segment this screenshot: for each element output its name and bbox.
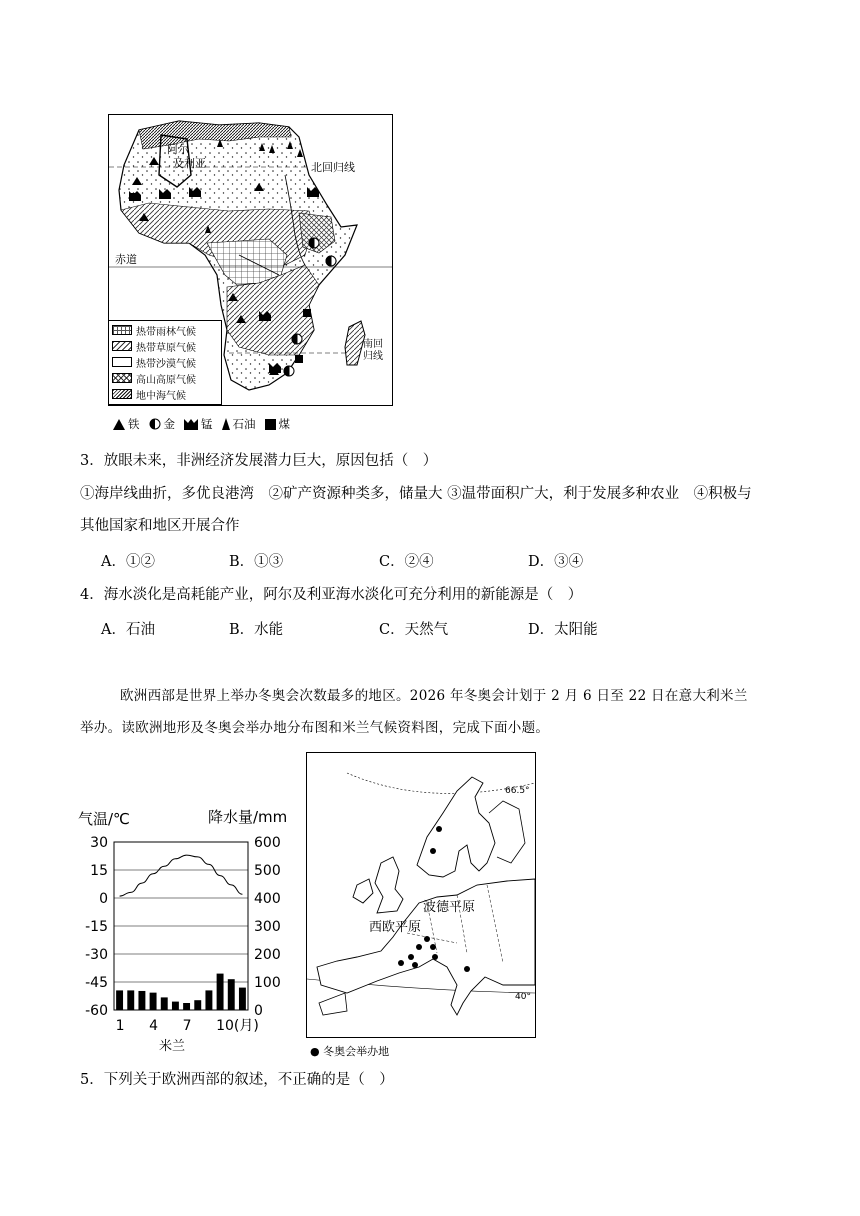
chart-title: 米兰 xyxy=(158,1039,186,1054)
europe-map xyxy=(306,752,536,1038)
label-polish-plain: 波德平原 xyxy=(423,900,476,915)
chart-temp-tick: 30 xyxy=(90,835,108,851)
q5-stem: 5．下列关于欧洲西部的叙述，不正确的是（ ） xyxy=(80,1072,394,1088)
q3-option-a[interactable]: A．①② xyxy=(101,554,155,570)
precip-bar xyxy=(194,1000,201,1010)
host-dot xyxy=(432,954,438,960)
legend-coal: 煤 xyxy=(265,416,291,432)
iron-triangle-icon xyxy=(113,419,125,430)
host-dot xyxy=(430,944,436,950)
british-isles xyxy=(375,857,403,913)
chart-precip-tick: 500 xyxy=(254,863,281,879)
precip-bar xyxy=(217,974,224,1010)
host-dot xyxy=(412,962,418,968)
q3-option-d[interactable]: D．③④ xyxy=(528,554,584,570)
intro-line2: 举办。读欧洲地形及冬奥会举办地分布图和米兰气候资料图，完成下面小题。 xyxy=(80,720,550,736)
chart-precip-tick: 100 xyxy=(254,975,281,991)
precip-bar xyxy=(116,990,123,1010)
precip-bar xyxy=(161,997,168,1010)
scandinavia xyxy=(417,777,495,877)
chart-temp-tick: -30 xyxy=(85,947,108,963)
chart-right-ticks xyxy=(254,835,281,1019)
chart-temp-tick: -45 xyxy=(85,975,108,991)
chart-x-tick: 7 xyxy=(182,1018,192,1034)
chart-precip-tick: 300 xyxy=(254,919,281,935)
ireland xyxy=(353,879,373,903)
host-dot xyxy=(398,960,404,966)
oil-icon xyxy=(222,418,230,430)
chart-x-tick: 4 xyxy=(149,1018,159,1034)
label-west-plain: 西欧平原 xyxy=(369,920,422,935)
legend-rainforest: 热带雨林气候 xyxy=(112,323,196,337)
chart-precip-tick: 400 xyxy=(254,891,281,907)
milan-climate-chart xyxy=(72,800,302,1055)
chart-temperature-line xyxy=(120,855,243,896)
host-dot xyxy=(464,966,470,972)
legend-gold: 金 xyxy=(149,416,176,432)
chart-temp-tick: 15 xyxy=(90,863,108,879)
q3-stem: 3．放眼未来，非洲经济发展潜力巨大，原因包括（ ） xyxy=(80,453,438,469)
climate-legend xyxy=(108,320,222,405)
chart-left-ticks xyxy=(85,835,108,1019)
precip-bar xyxy=(138,991,145,1010)
intro-line1: 欧洲西部是世界上举办冬奥会次数最多的地区。2026 年冬奥会计划于 2 月 6 日至 22 日在意大利米兰 xyxy=(120,688,748,704)
label-tropic-capricorn-1: 南回 xyxy=(363,339,383,350)
label-algeria-2: 及利亚 xyxy=(173,157,206,170)
chart-temp-tick: -60 xyxy=(85,1003,108,1019)
chart-temp-tick: 0 xyxy=(99,891,108,907)
coal-mark xyxy=(295,355,303,363)
chart-temp-tick: -15 xyxy=(85,919,108,935)
chart-x-tick: 10(月) xyxy=(216,1018,259,1034)
precip-bar xyxy=(183,1003,190,1010)
label-equator: 赤道 xyxy=(115,253,137,266)
coal-square-icon xyxy=(265,419,276,430)
legend-iron: 铁 xyxy=(113,416,140,432)
legend-savanna: 热带草原气候 xyxy=(112,339,196,353)
label-lat-665: 66.5° xyxy=(505,786,530,796)
q4-stem: 4．海水淡化是高耗能产业，阿尔及利亚海水淡化可充分利用的新能源是（ ） xyxy=(80,587,583,603)
europe-map-caption: ● 冬奥会举办地 xyxy=(310,1045,390,1058)
legend-highland: 高山高原气候 xyxy=(112,371,196,385)
q4-option-c[interactable]: C．天然气 xyxy=(379,622,449,638)
chart-precip-tick: 200 xyxy=(254,947,281,963)
europe-map-svg xyxy=(307,753,535,1037)
precip-bar xyxy=(150,993,157,1010)
q4-option-d[interactable]: D．太阳能 xyxy=(528,622,598,638)
q3-statements-line2: 其他国家和地区开展合作 xyxy=(80,518,240,534)
q3-option-b[interactable]: B．①③ xyxy=(229,554,284,570)
label-tropic-cancer: 北回归线 xyxy=(311,161,355,174)
gold-half-circle-icon xyxy=(149,418,161,430)
precip-bar xyxy=(239,988,246,1010)
host-dot xyxy=(416,944,422,950)
manganese-icon xyxy=(184,419,198,430)
label-tropic-capricorn-2: 归线 xyxy=(363,351,383,362)
chart-x-ticks xyxy=(116,1018,259,1034)
chart-x-tick: 1 xyxy=(115,1018,125,1034)
mineral-legend xyxy=(113,416,296,432)
host-dot xyxy=(430,848,436,854)
label-lat-40: 40° xyxy=(515,992,531,1002)
madagascar xyxy=(345,321,365,365)
precip-bar xyxy=(205,990,212,1010)
chart-precip-tick: 600 xyxy=(254,835,281,851)
q4-option-b[interactable]: B．水能 xyxy=(229,622,284,638)
q3-option-c[interactable]: C．②④ xyxy=(379,554,434,570)
precip-bar xyxy=(127,990,134,1010)
host-dot xyxy=(436,826,442,832)
chart-left-axis-label: 气温/℃ xyxy=(78,810,130,828)
q4-option-a[interactable]: A．石油 xyxy=(101,622,155,638)
host-dot xyxy=(408,954,414,960)
precip-bar xyxy=(228,979,235,1010)
chart-precipitation-bars xyxy=(116,974,246,1010)
q3-statements-line1: ①海岸线曲折，多优良港湾 ②矿产资源种类多，储量大 ③温带面积广大，利于发展多种农业 ④积极与 xyxy=(80,486,752,502)
coal-mark xyxy=(303,309,311,317)
legend-oil: 石油 xyxy=(222,416,256,432)
chart-right-axis-label: 降水量/mm xyxy=(208,808,288,826)
chart-precip-tick: 0 xyxy=(254,1003,263,1019)
legend-mediterranean: 地中海气候 xyxy=(112,387,186,401)
precip-bar xyxy=(172,1002,179,1010)
label-algeria-1: 阿尔 xyxy=(167,143,189,156)
legend-desert: 热带沙漠气候 xyxy=(112,355,196,369)
host-dot xyxy=(424,936,430,942)
legend-manganese: 锰 xyxy=(184,416,213,432)
